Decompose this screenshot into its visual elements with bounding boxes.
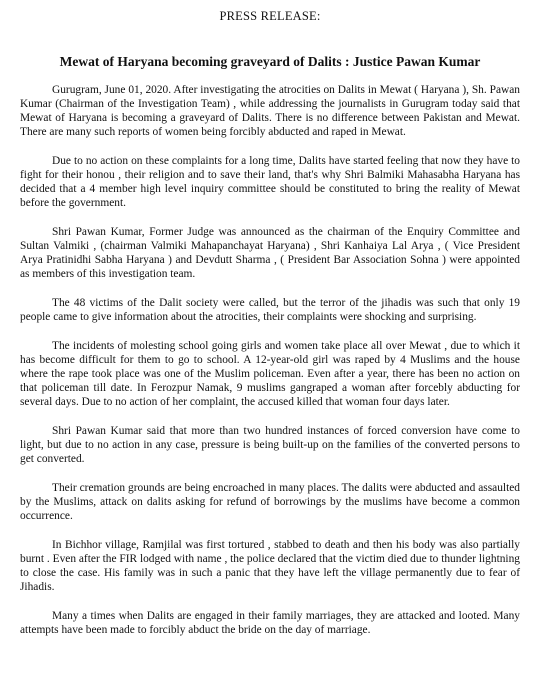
document-body: [20, 83, 520, 652]
paragraph: Many a times when Dalits are engaged in their family marriages, they are attacked and looted. Many attempts have been made to forcibly abduct the bride on the day of marriage.: [20, 610, 520, 636]
paragraph: Due to no action on these complaints for a long time, Dalits have started feeling that now they have to fight for their honou , their religion and to save their land, that's why Shri Balmiki Mahasabha Haryana has decided that a 4 member high level inquiry committee should be constituted to bring the reality of Mewat before the government.: [20, 155, 520, 209]
paragraph: In Bichhor village, Ramjilal was first tortured , stabbed to death and then his body was also partially burnt . Even after the FIR lodged with name , the police declared that the victim died due to thunder lightning to close the case. His family was in such a panic that they have left the village permanently due to fear of Jihadis.: [20, 539, 520, 593]
document-label: PRESS RELEASE:: [219, 9, 321, 23]
paragraph: Their cremation grounds are being encroached in many places. The dalits were abducted and assaulted by the Muslims, attack on dalits asking for refund of borrowings by the muslims have become a common occurrence.: [20, 482, 520, 522]
document-title: Mewat of Haryana becoming graveyard of Dalits : Justice Pawan Kumar: [59, 54, 481, 69]
paragraph: Shri Pawan Kumar, Former Judge was announced as the chairman of the Enquiry Committee and Sultan Valmiki , (chairman Valmiki Mahapanchayat Haryana) , Shri Kanhaiya Lal Arya , ( Vice President Arya Pratinidhi Sabha Haryana ) and Devdutt Sharma , ( President Bar Association Sohna ) were appointed as members of this investigation team.: [20, 226, 520, 280]
paragraph: The 48 victims of the Dalit society were called, but the terror of the jihadis was such that only 19 people came to give information about the atrocities, their complaints were shocking and surprising.: [20, 297, 520, 323]
paragraph: Gurugram, June 01, 2020. After investigating the atrocities on Dalits in Mewat ( Haryana ), Sh. Pawan Kumar (Chairman of the Investigation Team) , while addressing the journalists in Gurugram today said that Mewat of Haryana is becoming a graveyard of Dalits. There is no difference between Pakistan and Mewat. There are many such reports of women being forcibly abducted and raped in Mewat.: [20, 84, 520, 138]
paragraph: The incidents of molesting school going girls and women take place all over Mewat , due to which it has become difficult for them to go to school. A 12-year-old girl was raped by 4 Muslims and the house where the rape took place was one of the Muslim policeman. Even after a year, there has been no action on that policeman till date. In Ferozpur Namak, 9 muslims gangraped a woman after forcebly abducting for several days. Due to no action of her complaint, the accused killed that woman four days later.: [20, 340, 520, 408]
paragraph: Shri Pawan Kumar said that more than two hundred instances of forced conversion have come to light, but due to no action in any case, pressure is being built-up on the families of the converted persons to get converted.: [20, 425, 520, 465]
